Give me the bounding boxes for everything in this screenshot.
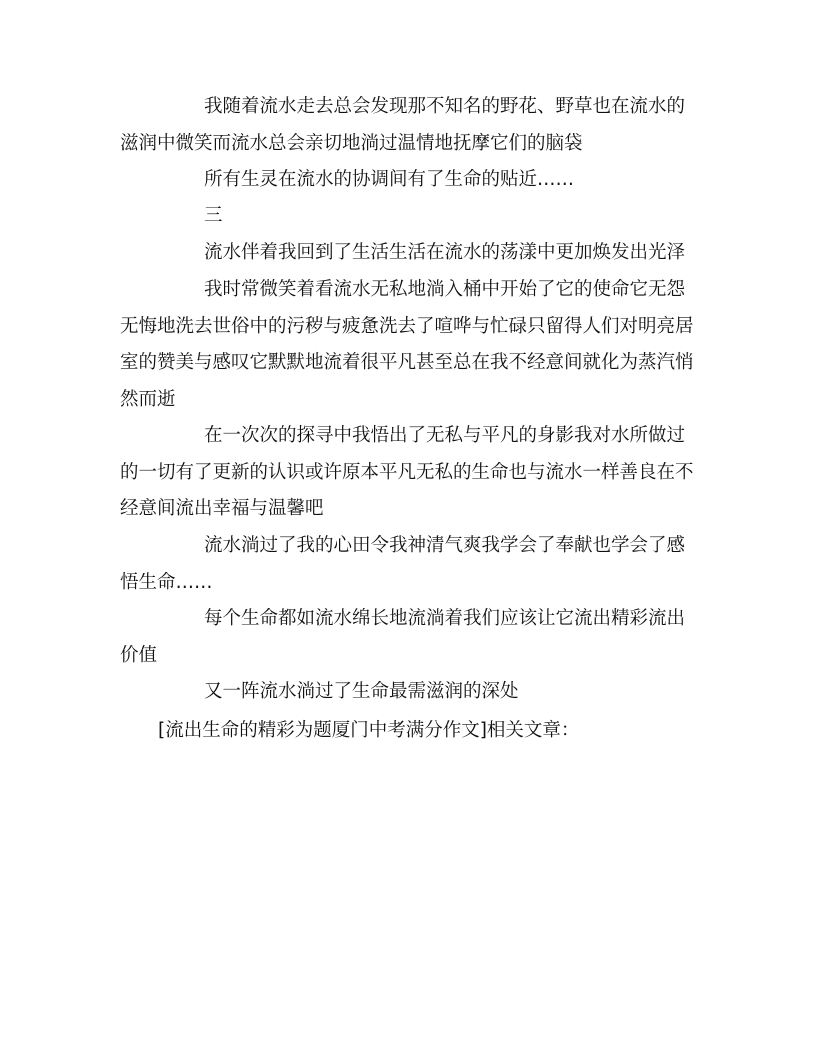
paragraph-back-to-life: 流水伴着我回到了生活生活在流水的荡漾中更加焕发出光泽 <box>204 242 686 263</box>
paragraph-selfless-water: 我时常微笑着看流水无私地淌入桶中开始了它的使命它无怨无悔地洗去世俗中的污秽与疲惫洗去了喧哗与忙碌只留得人们对明亮居室的赞美与感叹它默默地流着很平凡甚至总在我不经意间就化为蒸汽悄然而逝 <box>120 279 694 410</box>
related-articles-heading: [流出生命的精彩为题厦门中考满分作文]相关文章： <box>158 720 580 741</box>
paragraph-all-creatures: 所有生灵在流水的协调间有了生命的贴近…… <box>204 169 575 190</box>
paragraph-every-life: 每个生命都如流水绵长地流淌着我们应该让它流出精彩流出价值 <box>120 608 686 666</box>
section-heading-three: 三 <box>204 205 223 226</box>
paragraph-deep-place: 又一阵流水淌过了生命最需滋润的深处 <box>204 681 519 702</box>
paragraph-heart: 流水淌过了我的心田令我神清气爽我学会了奉献也学会了感悟生命…… <box>120 535 686 593</box>
paragraph-wildflowers: 我随着流水走去总会发现那不知名的野花、野草也在流水的滋润中微笑而流水总会亲切地淌过温情地抚摩它们的脑袋 <box>120 96 686 154</box>
paragraph-exploration: 在一次次的探寻中我悟出了无私与平凡的身影我对水所做过的一切有了更新的认识或许原本平凡无私的生命也与流水一样善良在不经意间流出幸福与温馨吧 <box>120 425 694 519</box>
